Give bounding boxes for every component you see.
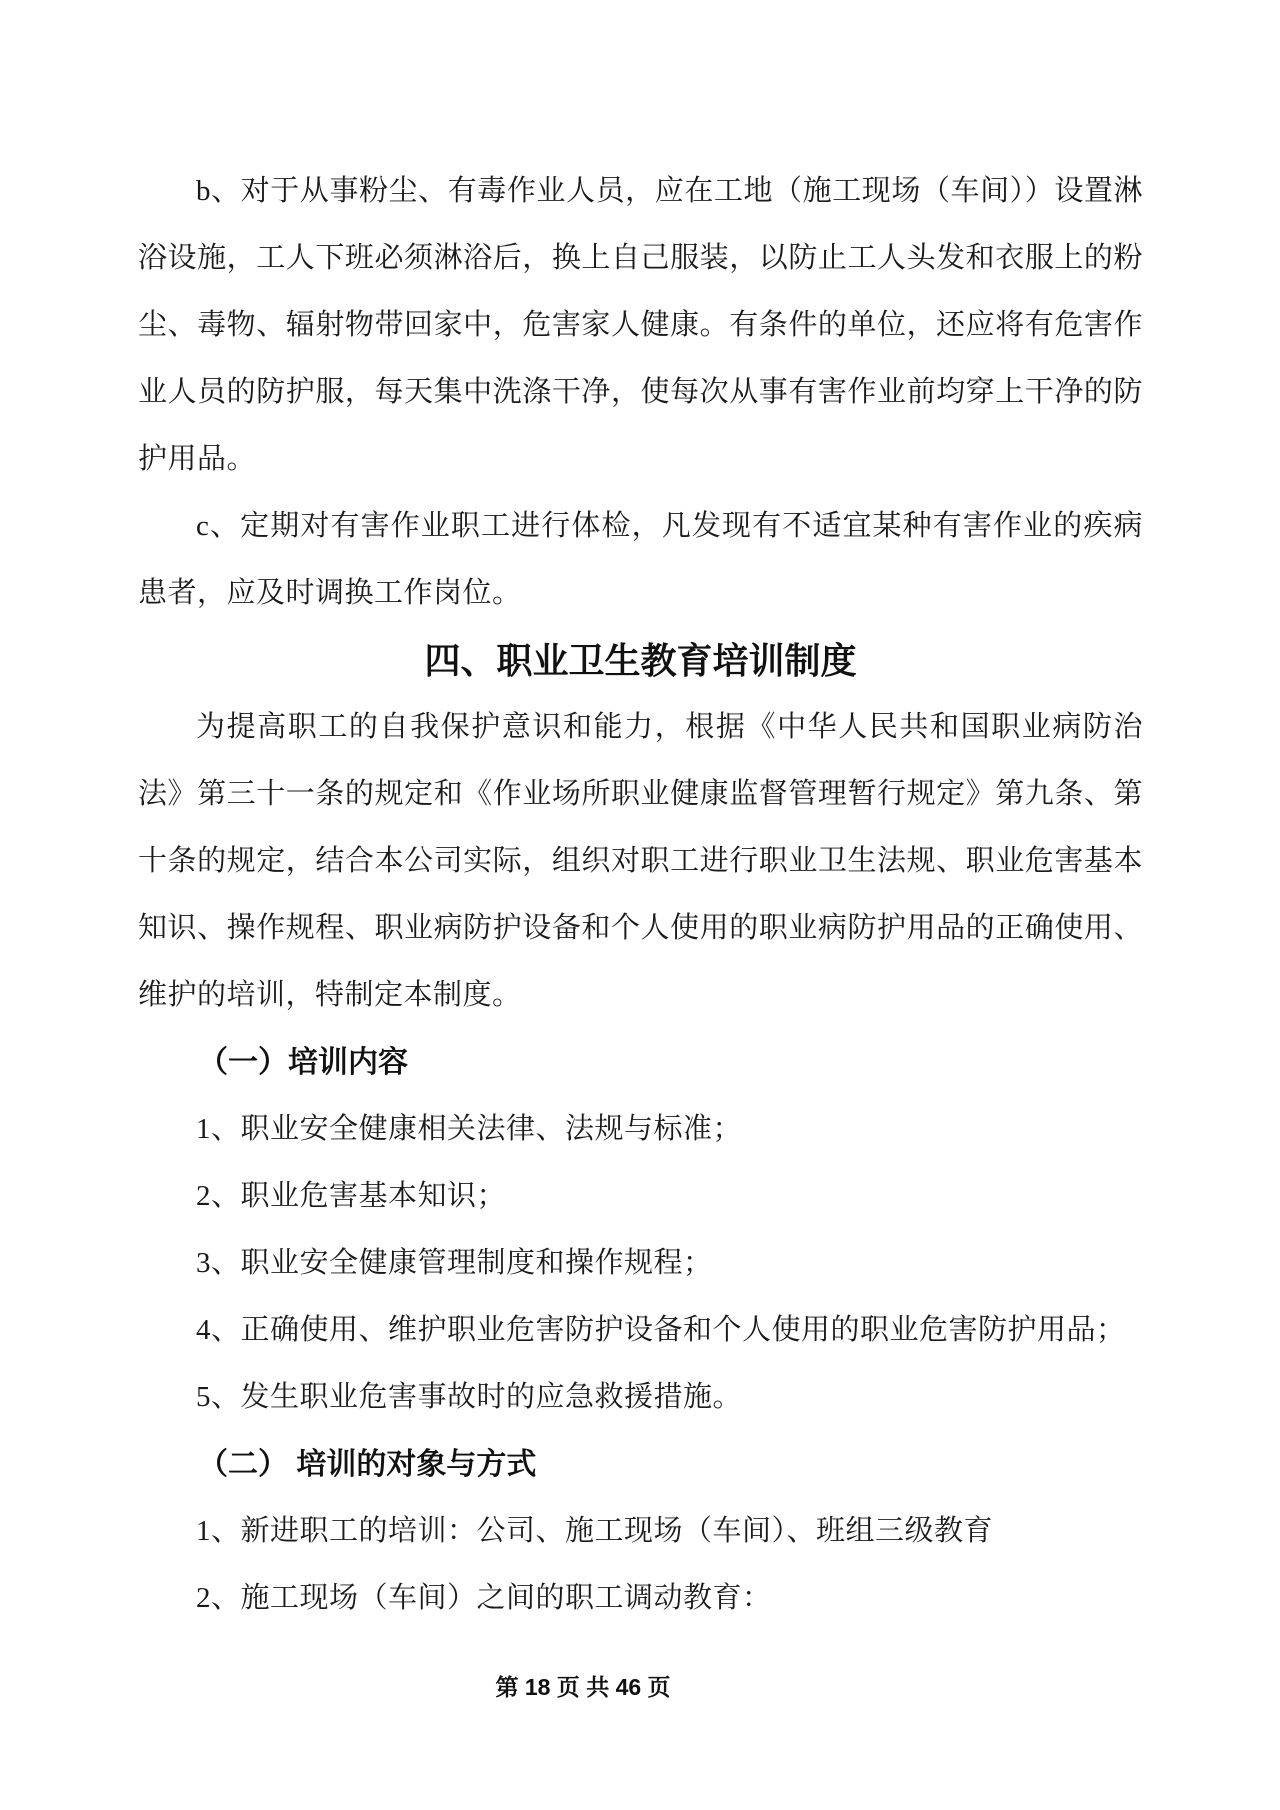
section-heading: 四、职业卫生教育培训制度 xyxy=(424,640,857,681)
training-content-item: 2、职业危害基本知识； xyxy=(196,1180,507,1212)
paragraph-item-c: c、定期对有害作业职工进行体检，凡发现有不适宜某种有害作业的疾病患者，应及时调换工作岗位。 xyxy=(138,510,1143,609)
paragraph-item-b: b、对于从事粉尘、有毒作业人员，应在工地（施工现场（车间））设置淋浴设施，工人下班必须淋浴后，换上自己服装，以防止工人头发和衣服上的粉尘、毒物、辐射物带回家中，危害家人健康。有条件的单位，还应将有危害作业人员的防护服，每天集中洗涤干净，使每次从事有害作业前均穿上干净的防护用品。 xyxy=(138,175,1143,475)
subheading-training-targets: （二） 培训的对象与方式 xyxy=(198,1448,537,1481)
page-footer xyxy=(0,1672,1166,1702)
training-content-item: 4、正确使用、维护职业危害防护设备和个人使用的职业危害防护用品； xyxy=(196,1314,1126,1346)
subheading-training-content: （一）培训内容 xyxy=(198,1046,408,1079)
training-content-item: 5、发生职业危害事故时的应急救援措施。 xyxy=(196,1381,743,1413)
training-content-item: 1、职业安全健康相关法律、法规与标准； xyxy=(196,1113,743,1145)
footer-page-indicator: 第 18 页 共 46 页 xyxy=(495,1674,671,1700)
document-body xyxy=(138,158,1143,1632)
training-target-item: 1、新进职工的培训：公司、施工现场（车间）、班组三级教育 xyxy=(196,1515,994,1547)
training-content-item: 3、职业安全健康管理制度和操作规程； xyxy=(196,1247,713,1279)
intro-paragraph: 为提高职工的自我保护意识和能力，根据《中华人民共和国职业病防治法》第三十一条的规定和《作业场所职业健康监督管理暂行规定》第九条、第十条的规定，结合本公司实际，组织对职工进行职业卫生法规、职业危害基本知识、操作规程、职业病防护设备和个人使用的职业病防护用品的正确使用、维护的培训，特制定本制度。 xyxy=(138,711,1143,1011)
training-target-item: 2、施工现场（车间）之间的职工调动教育： xyxy=(196,1582,772,1614)
